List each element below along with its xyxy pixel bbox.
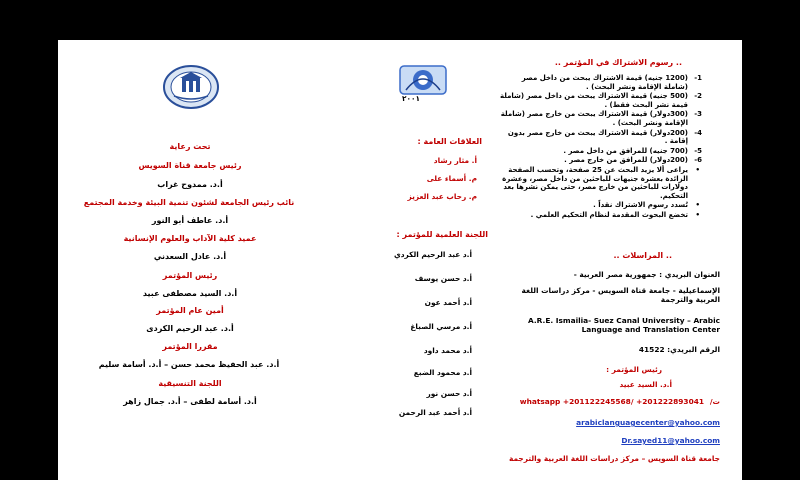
scientific-committee-heading: اللجنة العلمية للمؤتمر : xyxy=(396,230,488,239)
coordination-committee-title: اللجنة التنسيقية xyxy=(158,379,222,388)
pr-member: أ. مثار رشاد xyxy=(433,156,477,165)
correspondence-heading: .. المراسلات .. xyxy=(613,251,672,260)
pr-member: م. رحاب عبد العزيز xyxy=(407,192,477,201)
university-logo xyxy=(162,64,220,110)
public-relations-heading: العلاقات العامة : xyxy=(417,137,482,146)
dean-name: أ.د. عادل السعدني xyxy=(153,252,227,261)
contact-president-label: رئيس المؤتمر : xyxy=(606,365,662,374)
dean-title: عميد كلية الآداب والعلوم الإنسانية xyxy=(123,234,257,243)
scientific-member: أ.د حسن يوسف xyxy=(414,274,472,283)
university-president-title: رئيس جامعة قناة السويس xyxy=(138,161,242,170)
vice-president-name: أ.د. عاطف أبو النور xyxy=(151,216,229,225)
vice-president-title: نائب رئيس الجامعة لشئون تنمية البيئة وخدمة المجتمع xyxy=(83,198,295,207)
coordination-committee-names: أ.د. أسامة لطفى – أ.د. جمال زاهر xyxy=(123,397,257,406)
secretary-general-title: أمين عام المؤتمر xyxy=(156,306,224,315)
arabic-address: الإسماعيلية - جامعة قناة السويس - مركز دراسات اللغة العربية والترجمة xyxy=(521,286,720,305)
scientific-member: أ.د مرسي الصباغ xyxy=(410,322,472,331)
scientific-member: أ.د عبد الرحيم الكردي xyxy=(393,250,472,259)
secretary-general-name: أ.د. عبد الرحيم الكردى xyxy=(146,324,234,333)
scientific-member: أ.د حسن نور xyxy=(426,389,472,398)
fees-heading: .. رسوم الاشتراك في المؤتمر .. xyxy=(554,58,682,67)
fee-item: -3 (300دولار) قيمة الاشتراك يبحث من خارج مصر (شاملة الإقامة ونشر البحث) . xyxy=(500,110,702,127)
fees-list xyxy=(498,74,704,221)
scientific-member: أ.د محمد داود xyxy=(423,346,472,355)
fee-note: • يراعى ألا يزيد البحث عن 25 صفحة، وتحسب الصفحة الزائدة بعشرة جنيهات للباحثين من داخل مصر، وعشرة دولارات للباحثين من خارج مصر، حتى يمكن نشرها بعد التحكيم. xyxy=(502,165,700,200)
postal-code: الرقم البريدي: 41522 xyxy=(638,345,720,354)
fee-item: -6 (200دولار) للمرافق من خارج مصر . xyxy=(564,156,702,165)
university-president-name: أ.د. ممدوح غراب xyxy=(157,180,223,189)
fee-item: -5 (700 جنيه) للمرافق من داخل مصر . xyxy=(563,146,702,155)
fee-note: • تخضع البحوث المقدمة لنظام التحكيم العلمي . xyxy=(530,210,700,219)
email-link-president[interactable]: Dr.sayed11@yahoo.com xyxy=(621,436,720,445)
postal-address: العنوان البريدي : جمهورية مصر العربية - xyxy=(573,270,720,279)
fee-item: -4 (200دولار) قيمة الاشتراك يبحث من خارج مصر بدون إقامة . xyxy=(507,128,702,146)
rapporteurs-title: مقررا المؤتمر xyxy=(162,342,218,351)
phone-label: ت/ xyxy=(709,397,720,406)
conference-president-name: أ.د. السيد مصطفى عبيد xyxy=(142,289,238,298)
conference-logo-year: ٢٠٠١ xyxy=(402,94,421,103)
email-link-center[interactable]: arabiclanguagecenter@yahoo.com xyxy=(576,418,720,427)
contact-president-name: أ.د. السيد عبيد xyxy=(619,380,672,389)
fee-item: -1 (1200 جنيه) قيمة الاشتراك يبحث من داخل مصر (شاملة الإقامة ونشر البحث) . xyxy=(521,74,702,91)
phone-number[interactable]: whatsapp +201122245568/ +201222893041 xyxy=(519,397,704,406)
pr-member: م. أسماء على xyxy=(426,174,477,183)
english-address: A.R.E. Ismailia- Suez Canal University – Arabic Language and Translation Center xyxy=(528,316,720,335)
fee-item: -2 (500 جنيه) قيمة الاشتراك يبحث من داخل مصر (شاملة قيمة نشر البحث فقط) . xyxy=(499,92,702,109)
scientific-member: أ.د محمود الضبع xyxy=(413,368,472,377)
scientific-member: أ.د أحمد عبد الرحمن xyxy=(398,408,472,417)
conference-logo xyxy=(398,64,448,106)
scientific-member: أ.د أحمد عون xyxy=(424,298,472,307)
conference-president-title: رئيس المؤتمر xyxy=(162,271,218,280)
rapporteurs-names: أ.د. عبد الحفيظ محمد حسن – أ.د. أسامة سليم xyxy=(98,360,280,369)
fee-note: • تُسدد رسوم الاشتراك نقداً . xyxy=(593,201,700,210)
sponsor-heading: تحت رعاية xyxy=(169,142,211,151)
brochure-page xyxy=(58,40,742,480)
footer-center-name: جامعة قناة السويس – مركز دراسات اللغة العربية والترجمة xyxy=(508,454,720,463)
